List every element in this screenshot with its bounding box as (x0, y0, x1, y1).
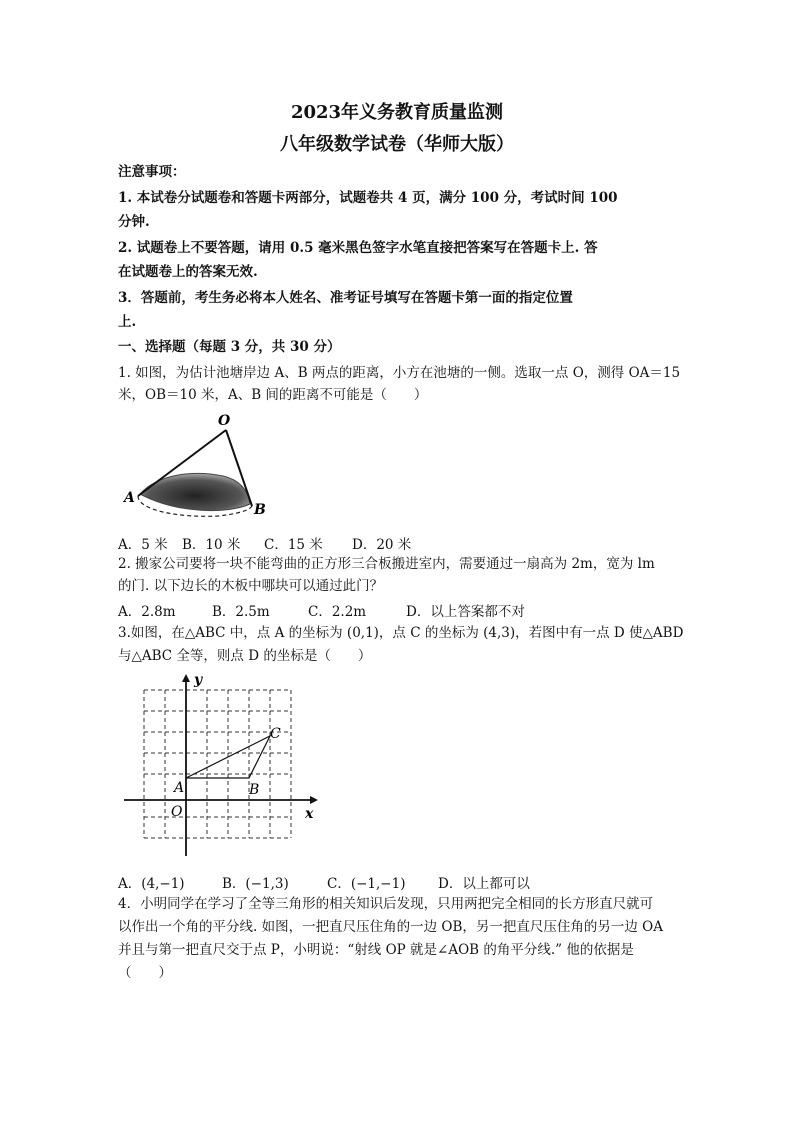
note-3-line-1: 3．答题前，考生务必将本人姓名、准考证号填写在答题卡第一面的指定位置 (118, 290, 573, 306)
label-a: A (124, 490, 135, 506)
q4-line-3: 并且与第一把直尺交于点 P，小明说：“射线 OP 就是∠AOB 的角平分线.” 他的依据是 (118, 942, 634, 958)
label-o: O (171, 804, 183, 820)
note-1-line-2: 分钟. (118, 214, 150, 230)
q2-option-d[interactable]: D．以上答案都不对 (406, 604, 525, 620)
note-2-line-2: 在试题卷上的答案无效. (118, 264, 258, 280)
q4-line-2: 以作出一个角的平分线. 如图，一把直尺压住角的一边 OB，另一把直尺压住角的另一边 OA (118, 919, 663, 935)
q3-option-d[interactable]: D．以上都可以 (438, 876, 530, 892)
q2-option-a[interactable]: A．2.8m (118, 604, 176, 620)
pond-shape (140, 473, 250, 510)
notes-heading: 注意事项： (118, 164, 186, 180)
q3-option-a[interactable]: A．(4,−1) (118, 876, 185, 892)
q2-option-c[interactable]: C．2.2m (308, 604, 367, 620)
q1-option-d[interactable]: D．20 米 (352, 537, 412, 553)
q4-line-1: 4．小明同学在学习了全等三角形的相关知识后发现，只用两把完全相同的长方形直尺就可 (118, 896, 654, 912)
label-b: B (249, 782, 260, 798)
q2-line-2: 的门. 以下边长的木板中哪块可以通过此门？ (118, 578, 384, 594)
label-c: C (270, 726, 281, 742)
q3-line-1: 3.如图，在△ABC 中，点 A 的坐标为 (0,1)，点 C 的坐标为 (4,3)，若图中有一点 D 使△ABD (118, 625, 684, 641)
q1-option-a[interactable]: A．5 米 (118, 537, 168, 553)
q3-coordinate-figure (118, 670, 323, 860)
x-axis-arrow (310, 796, 318, 804)
exam-title: 2023年义务教育质量监测 (290, 102, 504, 123)
section-heading: 一、选择题（每题 3 分，共 30 分） (118, 339, 341, 355)
note-3-line-2: 上. (118, 314, 137, 330)
exam-subtitle: 八年级数学试卷（华师大版） (280, 134, 514, 155)
label-x: x (305, 806, 314, 822)
q3-option-b[interactable]: B．(−1,3) (222, 876, 289, 892)
q2-option-b[interactable]: B．2.5m (212, 604, 270, 620)
label-a: A (174, 780, 185, 796)
q3-line-2: 与△ABC 全等，则点 D 的坐标是（ ） (118, 648, 372, 664)
q1-pond-figure (118, 410, 278, 525)
q1-option-b[interactable]: B．10 米 (182, 537, 241, 553)
label-y: y (194, 672, 203, 688)
note-2-line-1: 2. 试题卷上不要答题，请用 0.5 毫米黑色签字水笔直接把答案写在答题卡上. 答 (118, 240, 598, 256)
label-b: B (254, 502, 266, 518)
q3-option-c[interactable]: C．(−1,−1) (327, 876, 406, 892)
q1-line-2: 米，OB＝10 米，A、B 间的距离不可能是（ ） (118, 387, 428, 403)
q4-line-4: （ ） (118, 965, 172, 981)
y-axis-arrow (182, 674, 190, 682)
q1-option-c[interactable]: C．15 米 (264, 537, 323, 553)
q1-line-1: 1. 如图，为估计池塘岸边 A、B 两点的距离，小方在池塘的一侧。选取一点 O，测得 OA＝15 (118, 365, 681, 381)
q2-line-1: 2. 搬家公司要将一块不能弯曲的正方形三合板搬进室内，需要通过一扇高为 2m，宽为 lm (118, 556, 655, 572)
dashed-grid (144, 690, 291, 838)
note-1-line-1: 1. 本试卷分试题卷和答题卡两部分，试题卷共 4 页，满分 100 分，考试时间 100 (118, 190, 618, 206)
label-o: O (218, 413, 231, 429)
